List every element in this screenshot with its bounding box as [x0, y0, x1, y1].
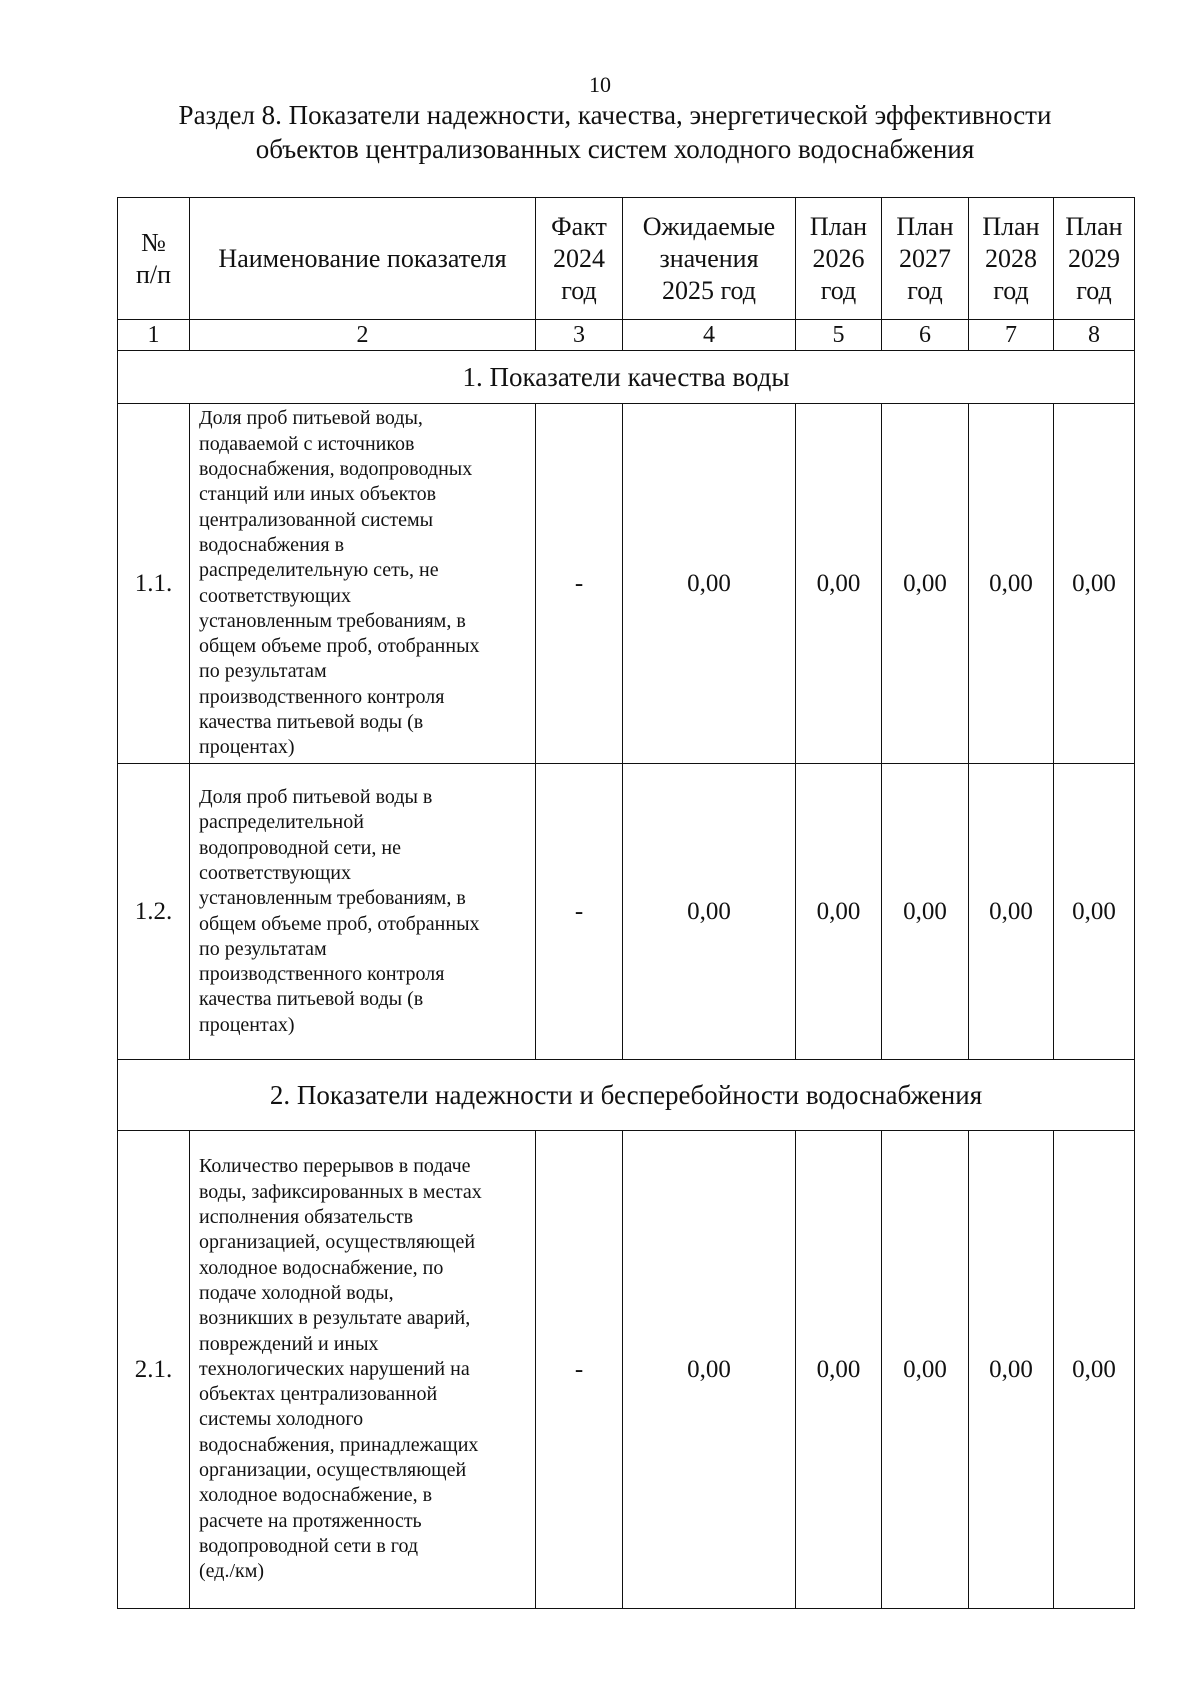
indicator-name-line: Доля проб питьевой воды в	[199, 786, 433, 809]
header-line: год	[907, 275, 943, 305]
indicator-name-line: исполнения обязательств	[199, 1206, 414, 1229]
indicator-name	[190, 404, 536, 764]
indicator-name-line: водопроводной сети в год	[199, 1534, 419, 1557]
section-title	[130, 98, 1100, 166]
section-row	[118, 351, 1135, 404]
column-number: 1	[118, 320, 190, 351]
indicator-name-line: процентах)	[199, 1013, 295, 1036]
indicator-name-line: общем объеме проб, отобранных	[199, 912, 480, 935]
indicator-name-line: общем объеме проб, отобранных	[199, 635, 480, 658]
value-plan-2028: 0,00	[969, 404, 1054, 764]
section-heading: 2. Показатели надежности и бесперебойности водоснабжения	[118, 1060, 1135, 1131]
indicator-name-line: водоснабжения, водопроводных	[199, 458, 473, 481]
indicator-name-line: объектах централизованной	[199, 1383, 438, 1406]
header-line: План	[809, 211, 868, 241]
indicator-name-line: водоснабжения в	[199, 533, 345, 556]
value-fact-2024: -	[536, 1131, 623, 1609]
indicator-name-line: процентах)	[199, 736, 295, 759]
column-number: 3	[536, 320, 623, 351]
header-line: значения	[659, 243, 759, 273]
indicator-name-line: организацией, осуществляющей	[199, 1231, 476, 1254]
header-line: 2026	[812, 243, 865, 273]
column-number: 8	[1054, 320, 1135, 351]
indicator-name-line: по результатам	[199, 660, 327, 683]
indicator-name-line: по результатам	[199, 937, 327, 960]
indicator-name-line: установленным требованиям, в	[199, 609, 466, 632]
value-fact-2024: -	[536, 404, 623, 764]
value-plan-2028: 0,00	[969, 1131, 1054, 1609]
indicator-name-line: производственного контроля	[199, 963, 445, 986]
column-number: 6	[882, 320, 969, 351]
value-plan-2026: 0,00	[796, 1131, 882, 1609]
header-cell-expected-2025	[623, 198, 796, 320]
indicators-table	[117, 197, 1135, 1609]
indicator-name-line: холодное водоснабжение, в	[199, 1484, 433, 1507]
value-plan-2027: 0,00	[882, 764, 969, 1060]
indicator-name-line: водоснабжения, принадлежащих	[199, 1433, 479, 1456]
section-title-line: Раздел 8. Показатели надежности, качества, энергетической эффективности	[178, 100, 1052, 130]
indicator-name-line: подаче холодной воды,	[199, 1281, 394, 1304]
indicator-name-line: системы холодного	[199, 1408, 364, 1431]
page-number: 10	[589, 72, 611, 97]
value-plan-2029: 0,00	[1054, 404, 1135, 764]
value-expected-2025: 0,00	[623, 1131, 796, 1609]
indicator-name-line: качества питьевой воды (в	[199, 710, 424, 733]
indicator-name-line: (ед./км)	[199, 1560, 265, 1583]
indicator-name-line: установленным требованиям, в	[199, 887, 466, 910]
indicator-name	[190, 1131, 536, 1609]
value-expected-2025: 0,00	[623, 404, 796, 764]
header-line: Ожидаемые	[642, 211, 776, 241]
indicator-name-line: соответствующих	[199, 861, 351, 884]
value-expected-2025: 0,00	[623, 764, 796, 1060]
section-heading: 1. Показатели качества воды	[118, 351, 1135, 404]
column-number: 5	[796, 320, 882, 351]
value-plan-2026: 0,00	[796, 764, 882, 1060]
header-line: План	[896, 211, 954, 241]
table-row	[118, 764, 1135, 1060]
indicator-name-line: распределительной	[199, 811, 364, 834]
header-line: 2025 год	[662, 275, 756, 305]
indicator-name-line: распределительную сеть, не	[199, 559, 439, 582]
value-plan-2029: 0,00	[1054, 764, 1135, 1060]
column-number-row	[118, 320, 1135, 351]
header-line: п/п	[135, 259, 172, 289]
indicator-name-line: производственного контроля	[199, 685, 445, 708]
indicator-name-line: соответствующих	[199, 584, 351, 607]
row-number: 1.2.	[118, 764, 190, 1060]
header-cell-plan-2029	[1054, 198, 1135, 320]
header-cell-name	[190, 198, 536, 320]
header-cell-plan-2026	[796, 198, 882, 320]
header-line: №	[141, 227, 166, 257]
value-fact-2024: -	[536, 764, 623, 1060]
header-line: 2024	[553, 243, 605, 273]
header-cell-fact-2024	[536, 198, 623, 320]
header-line: год	[1076, 275, 1112, 305]
header-line: 2028	[985, 243, 1037, 273]
header-line: Наименование показателя	[218, 243, 507, 273]
indicator-name-line: подаваемой с источников	[199, 432, 415, 455]
table-row	[118, 1131, 1135, 1609]
indicator-name-line: станций или иных объектов	[199, 483, 437, 506]
indicator-name-line: холодное водоснабжение, по	[199, 1256, 444, 1279]
indicator-name-line: водопроводной сети, не	[199, 836, 401, 859]
section-row	[118, 1060, 1135, 1131]
row-number: 1.1.	[118, 404, 190, 764]
indicator-name-line: организации, осуществляющей	[199, 1459, 467, 1482]
column-number: 4	[623, 320, 796, 351]
row-number: 2.1.	[118, 1131, 190, 1609]
indicator-name-line: качества питьевой воды (в	[199, 988, 424, 1011]
value-plan-2028: 0,00	[969, 764, 1054, 1060]
indicator-name-line: воды, зафиксированных в местах	[199, 1180, 482, 1203]
indicator-name	[190, 764, 536, 1060]
indicator-name-line: расчете на протяженность	[199, 1509, 422, 1532]
value-plan-2029: 0,00	[1054, 1131, 1135, 1609]
value-plan-2026: 0,00	[796, 404, 882, 764]
value-plan-2027: 0,00	[882, 1131, 969, 1609]
header-line: год	[820, 275, 857, 305]
header-cell-plan-2027	[882, 198, 969, 320]
indicator-name-line: повреждений и иных	[199, 1332, 379, 1355]
indicator-name-line: Количество перерывов в подаче	[199, 1155, 471, 1178]
header-line: 2029	[1068, 243, 1120, 273]
column-number: 7	[969, 320, 1054, 351]
indicator-name-line: централизованной системы	[199, 508, 434, 531]
header-line: год	[561, 275, 597, 305]
indicator-name-line: технологических нарушений на	[199, 1357, 470, 1380]
header-line: План	[982, 211, 1040, 241]
column-number: 2	[190, 320, 536, 351]
header-cell-number	[118, 198, 190, 320]
indicator-name-line: возникших в результате аварий,	[199, 1307, 471, 1330]
header-line: год	[993, 275, 1029, 305]
header-cell-plan-2028	[969, 198, 1054, 320]
value-plan-2027: 0,00	[882, 404, 969, 764]
header-line: Факт	[551, 211, 607, 241]
indicator-name-line: Доля проб питьевой воды,	[199, 407, 423, 430]
table-header-row	[118, 198, 1135, 320]
header-line: 2027	[899, 243, 951, 273]
table-row	[118, 404, 1135, 764]
section-title-line: объектов централизованных систем холодного водоснабжения	[255, 134, 975, 164]
header-line: План	[1065, 211, 1123, 241]
